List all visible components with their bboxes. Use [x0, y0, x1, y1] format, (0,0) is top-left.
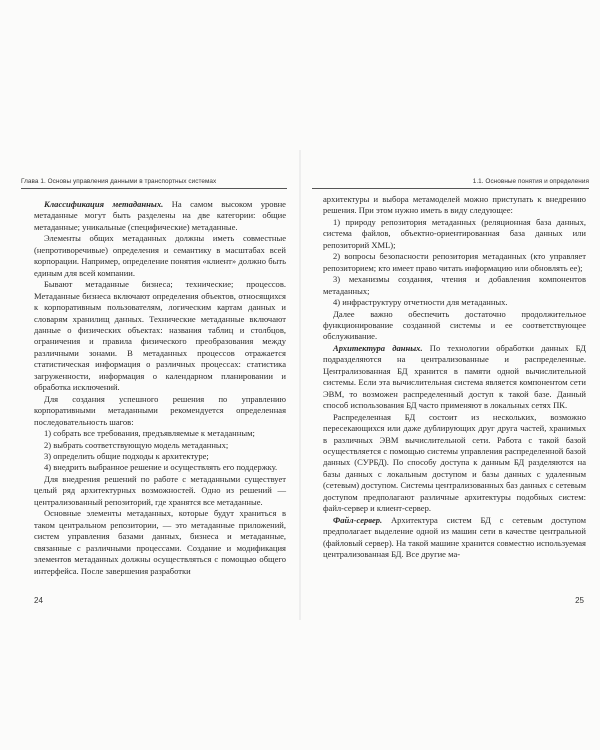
list-item: 4) инфраструктуру отчетности для метаданных. — [333, 297, 508, 308]
list-item: 1) природу репозитория метаданных (реляционная база данных, система файлов, объектно-ориентированная база данных или репозиторий XML); — [323, 216, 586, 250]
list-item: 1) собрать все требования, предъявляемые к метаданным; — [44, 428, 255, 439]
paragraph: Элементы общих метаданных должны иметь совместные (непротиворечивые) определения и семантику в масштабах всей корпорации. Например, определение понятия «клиент» должно быть единым для всей компании. — [34, 233, 286, 278]
paragraph: Файл-сервер. Архитектура систем БД с сетевым доступом предполагает выделение одной из машин сети в качестве центральной (файловый сервер). На такой машине хранится совместно используемая централизованная БД. Все другие ма- — [323, 514, 586, 560]
section-heading: Файл-сервер. — [333, 514, 383, 525]
running-head-left: Глава 1. Основы управления данными в транспортных системах — [21, 178, 217, 185]
page-number-right: 25 — [575, 596, 584, 605]
page-number-left: 24 — [34, 596, 43, 605]
right-page — [301, 0, 600, 750]
running-head-right: 1.1. Основные понятия и определения — [472, 178, 589, 185]
paragraph: Распределенная БД состоит из нескольких, возможно пересекающихся или даже дублирующих друг друга частей, хранимых в различных ЭВМ вычислительной сети. Работа с такой базой осуществляется с помощью системы управления распределенной базой данных (СУРБД). По способу доступа к данным БД разделяются на базы данных с локальным доступом и базы данных с удаленным (сетевым) доступом. Системы централизованных баз данных с сетевым доступом предполагают различные архитектуры подобных систем: файл-сервер и клиент-сервер. — [323, 411, 586, 514]
paragraph: Далее важно обеспечить достаточно продолжительное функционирование созданной системы и ее соответствующее обслуживание. — [323, 308, 586, 342]
list-item: 3) определить общие подходы к архитектуре; — [44, 450, 209, 461]
header-rule-right — [312, 188, 589, 189]
paragraph: Классификация метаданных. На самом высоком уровне метаданные могут быть разделены на две категории: общие метаданные; уникальные (специфические) метаданные. — [34, 199, 286, 232]
list-item: 2) выбрать соответствующую модель метаданных; — [44, 439, 229, 450]
paragraph: Основные элементы метаданных, которые будут храниться в таком центральном репозитории, — это метаданные приложений, систем управления базами данных, бизнеса и метаданные, связанные с различными процессами. Создание и модификация элементов метаданных должны осуществляться с помощью общего интерфейса. После завершения разработки — [34, 508, 286, 576]
section-heading: Архитектура данных. — [333, 342, 423, 353]
paragraph: Бывают метаданные бизнеса; технические; процессов. Метаданные бизнеса включают определения объектов, относящихся к корпоративным пользователям, логическим картам данных и словарям хранилищ данных. Технические метаданные включают данные о физических объектах: названия таблиц и столбцов, ограничения и правила физического преобразования между различными зонами. В метаданных процессов отражается статистическая информация о различных процессах: статистика загруженности, информация о календарном планировании и обработка исключений. — [34, 279, 286, 393]
left-page-body — [34, 199, 286, 577]
paragraph: архитектуры и выбора метамоделей можно приступать к внедрению решения. При этом нужно иметь в виду следующее: — [323, 194, 586, 216]
right-page-body — [323, 194, 586, 561]
list-item: 4) внедрить выбранное решение и осуществлять его поддержку. — [44, 462, 278, 473]
paragraph: Для создания успешного решения по управлению корпоративными метаданными рекомендуется определенная последовательность шагов: — [34, 393, 286, 427]
list-item: 2) вопросы безопасности репозитория метаданных (кто управляет репозиторием; кто имеет право читать информацию или обновлять ее); — [323, 251, 586, 273]
paragraph: Архитектура данных. По технологии обработки данных БД подразделяются на централизованные и распределенные. Централизованная БД хранится в памяти одной вычислительной системы. Если эта вычислительная система является компонентом сети ЭВМ, то возможен распределенный доступ к такой базе. Данный способ использования БД часто применяют в локальных сетях ПК. — [323, 342, 587, 411]
header-rule-left — [21, 188, 287, 189]
left-page — [0, 0, 299, 750]
paragraph: Для внедрения решений по работе с метаданными существует целый ряд архитектурных возможностей. Одно из решений — централизованный репозиторий, где хранятся все метаданные. — [34, 473, 286, 507]
list-item: 3) механизмы создания, чтения и добавления компонентов метаданных; — [323, 274, 586, 296]
section-heading: Классификация метаданных. — [44, 199, 164, 209]
